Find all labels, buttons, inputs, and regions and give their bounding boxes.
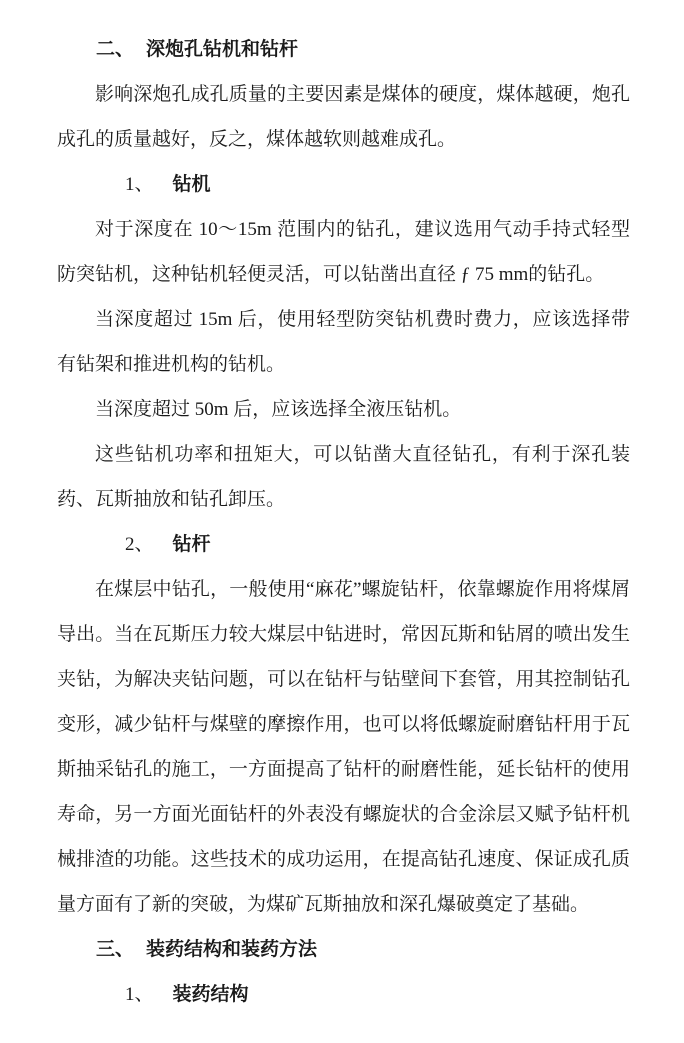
drill-machine-paragraph-4: 这些钻机功率和扭矩大，可以钻凿大直径钻孔，有利于深孔装药、瓦斯抽放和钻孔卸压。 [57,444,630,510]
section-3-title: 装药结构和装药方法 [146,939,318,960]
subsection-drill-rod-title: 钻杆 [172,534,211,555]
subsection-charge-structure-number: 1、 [125,984,154,1005]
subsection-drill-rod-number: 2、 [125,534,154,555]
section-2-heading [57,27,630,72]
section-3-number: 三、 [96,939,135,960]
subsection-charge-structure-heading [57,972,630,1017]
drill-machine-paragraph-3: 当深度超过 50m 后，应该选择全液压钻机。 [95,399,462,420]
section-2-number: 二、 [96,39,135,60]
drill-machine-paragraph-2: 当深度超过 15m 后，使用轻型防突钻机费时费力，应该选择带有钻架和推进机构的钻机。 [57,309,630,375]
section-3-heading [57,927,630,972]
subsection-charge-structure-title: 装药结构 [172,984,249,1005]
drill-machine-paragraph-1: 对于深度在 10～15m 范围内的钻孔，建议选用气动手持式轻型防突钻机，这种钻机轻便灵活，可以钻凿出直径 ƒ 75 mm的钻孔。 [57,219,630,285]
section-2-intro-paragraph: 影响深炮孔成孔质量的主要因素是煤体的硬度，煤体越硬，炮孔成孔的质量越好，反之，煤体越软则越难成孔。 [57,84,630,150]
subsection-drill-machine-title: 钻机 [172,174,211,195]
section-2-title: 深炮孔钻机和钻杆 [146,39,299,60]
subsection-drill-machine-number: 1、 [125,174,154,195]
drill-rod-paragraph-1: 在煤层中钻孔，一般使用“麻花”螺旋钻杆，依靠螺旋作用将煤屑导出。当在瓦斯压力较大煤层中钻进时，常因瓦斯和钻屑的喷出发生夹钻，为解决夹钻问题，可以在钻杆与钻壁间下套管，用其控制钻孔变形，减少钻杆与煤壁的摩擦作用，也可以将低螺旋耐磨钻杆用于瓦斯抽采钻孔的施工，一方面提高了钻杆的耐磨性能，延长钻杆的使用寿命，另一方面光面钻杆的外表没有螺旋状的合金涂层又赋予钻杆机械排渣的功能。这些技术的成功运用，在提高钻孔速度、保证成孔质量方面有了新的突破，为煤矿瓦斯抽放和深孔爆破奠定了基础。 [57,579,630,915]
subsection-drill-rod-heading [57,522,630,567]
subsection-drill-machine-heading [57,162,630,207]
